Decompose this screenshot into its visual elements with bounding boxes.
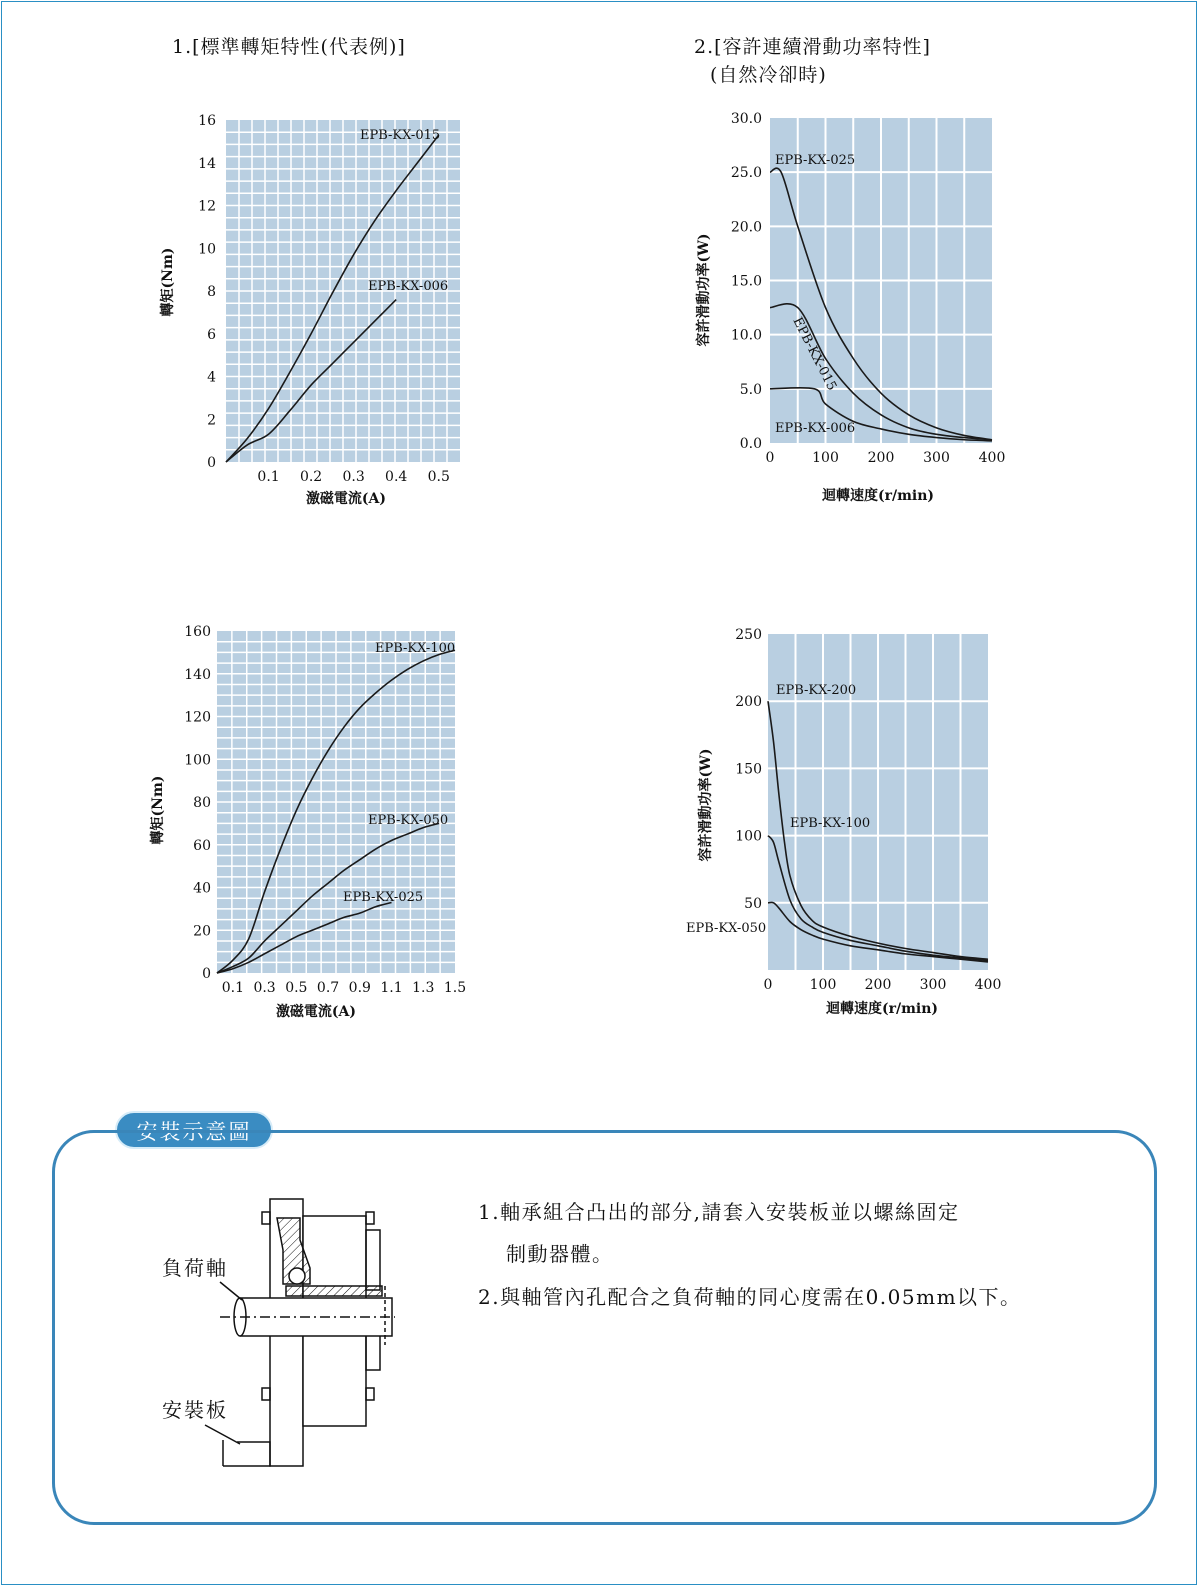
chart3-x-tick: 0.1 <box>221 980 244 996</box>
chart1-y-tick: 12 <box>198 198 216 215</box>
install-note-1-cont: 制動器體。 <box>506 1242 614 1266</box>
chart2-x-tick: 300 <box>923 450 950 466</box>
chart2-y-tick: 0.0 <box>739 436 762 452</box>
chart4-y-tick: 100 <box>735 828 762 845</box>
chart3-y-tick: 120 <box>184 709 211 726</box>
chart4-y-tick: 250 <box>735 627 762 643</box>
chart2-x-label: 迴轉速度(r/min) <box>821 488 935 504</box>
chart4-x-label: 迴轉速度(r/min) <box>825 1001 939 1017</box>
chart3-series-label: EPB-KX-100 <box>375 641 456 656</box>
chart3-x-tick: 1.1 <box>380 980 403 996</box>
chart1-y-tick: 16 <box>198 113 216 129</box>
chart2-y-tick: 5.0 <box>739 381 762 398</box>
chart3-y-tick: 140 <box>184 666 211 683</box>
chart1-series-label: EPB-KX-006 <box>368 279 449 294</box>
chart1-x-tick: 0.3 <box>342 469 365 485</box>
chart1-x-tick: 0.5 <box>427 469 450 485</box>
chart1-y-label: 轉矩(Nm) <box>160 247 176 317</box>
chart3-y-tick: 100 <box>184 752 211 769</box>
chart4-series-label: EPB-KX-050 <box>686 921 767 936</box>
chart3-x-label: 激磁電流(A) <box>275 1004 357 1020</box>
chart3-x-tick: 0.3 <box>253 980 276 996</box>
chart4-x-tick: 100 <box>809 977 837 993</box>
chart1-y-tick: 2 <box>207 412 216 429</box>
chart4-series-label: EPB-KX-100 <box>790 816 871 831</box>
chart1-x-tick: 0.1 <box>257 469 280 485</box>
label-mount-plate: 安裝板 <box>162 1398 228 1422</box>
chart2-subtitle: (自然冷卻時) <box>710 64 827 86</box>
chart1-x-tick: 0.2 <box>299 469 323 485</box>
chart4-y-tick: 150 <box>735 761 762 778</box>
chart1-y-tick: 14 <box>198 155 216 172</box>
chart2-y-tick: 20.0 <box>730 219 762 236</box>
chart2-y-tick: 15.0 <box>730 273 762 290</box>
chart1-x-label: 激磁電流(A) <box>305 491 387 507</box>
chart2-y-tick: 25.0 <box>730 165 762 182</box>
chart3-y-tick: 160 <box>184 624 211 640</box>
chart4-y-tick: 50 <box>744 895 762 912</box>
install-note-1: 1.軸承組合凸出的部分,請套入安裝板並以螺絲固定 <box>478 1200 960 1224</box>
chart3-series-label: EPB-KX-050 <box>368 813 449 828</box>
chart4-x-tick: 300 <box>919 977 947 993</box>
chart2-x-tick: 400 <box>978 450 1006 466</box>
chart2-series-label: EPB-KX-025 <box>775 153 856 168</box>
chart3-y-label: 轉矩(Nm) <box>150 775 166 845</box>
chart1-y-tick: 10 <box>198 241 216 258</box>
chart1-y-tick: 4 <box>207 369 216 386</box>
chart1-y-tick: 6 <box>207 326 216 343</box>
chart4-y-label: 容許滑動功率(W) <box>698 748 714 862</box>
chart3-y-tick: 60 <box>193 837 211 854</box>
chart4-y-tick: 200 <box>735 694 762 711</box>
chart1-y-tick: 0 <box>207 455 216 471</box>
label-load-shaft: 負荷軸 <box>162 1256 228 1280</box>
chart1-y-tick: 8 <box>207 284 216 300</box>
install-badge: 安裝示意圖 <box>115 1111 273 1149</box>
chart3-y-tick: 40 <box>193 880 211 897</box>
chart2-series-label: EPB-KX-006 <box>775 421 856 436</box>
chart3-y-tick: 80 <box>193 795 211 811</box>
chart3-x-tick: 1.3 <box>412 980 435 996</box>
chart2-x-tick: 100 <box>812 450 839 466</box>
chart2-y-label: 容許滑動功率(W) <box>696 233 712 347</box>
chart3-y-tick: 0 <box>202 966 211 982</box>
chart4-x-tick: 0 <box>763 977 773 993</box>
install-note-2: 2.與軸管內孔配合之負荷軸的同心度需在0.05mm以下。 <box>478 1285 1022 1309</box>
chart2-title: 2.[容許連續滑動功率特性] <box>694 36 931 58</box>
chart3-series-label: EPB-KX-025 <box>343 890 424 905</box>
chart3-x-tick: 0.9 <box>348 980 371 996</box>
chart3-y-tick: 20 <box>193 923 211 940</box>
chart3-x-tick: 0.5 <box>285 980 308 996</box>
chart3-x-tick: 1.5 <box>443 980 467 996</box>
chart3-x-tick: 0.7 <box>316 980 340 996</box>
chart2-x-tick: 0 <box>765 450 775 466</box>
chart2-x-tick: 200 <box>867 450 895 466</box>
chart1-x-tick: 0.4 <box>385 469 408 485</box>
chart2-series-label: EPB-KX-015 <box>789 315 840 394</box>
brake-drawing <box>205 1199 395 1466</box>
chart4-x-tick: 400 <box>974 977 1002 993</box>
chart4-series-label: EPB-KX-200 <box>776 683 857 698</box>
chart2-y-tick: 30.0 <box>730 111 762 127</box>
chart4-x-tick: 200 <box>864 977 892 993</box>
chart1-title: 1.[標準轉矩特性(代表例)] <box>172 36 406 58</box>
chart1-series-label: EPB-KX-015 <box>360 128 441 143</box>
chart2-y-tick: 10.0 <box>730 327 762 344</box>
